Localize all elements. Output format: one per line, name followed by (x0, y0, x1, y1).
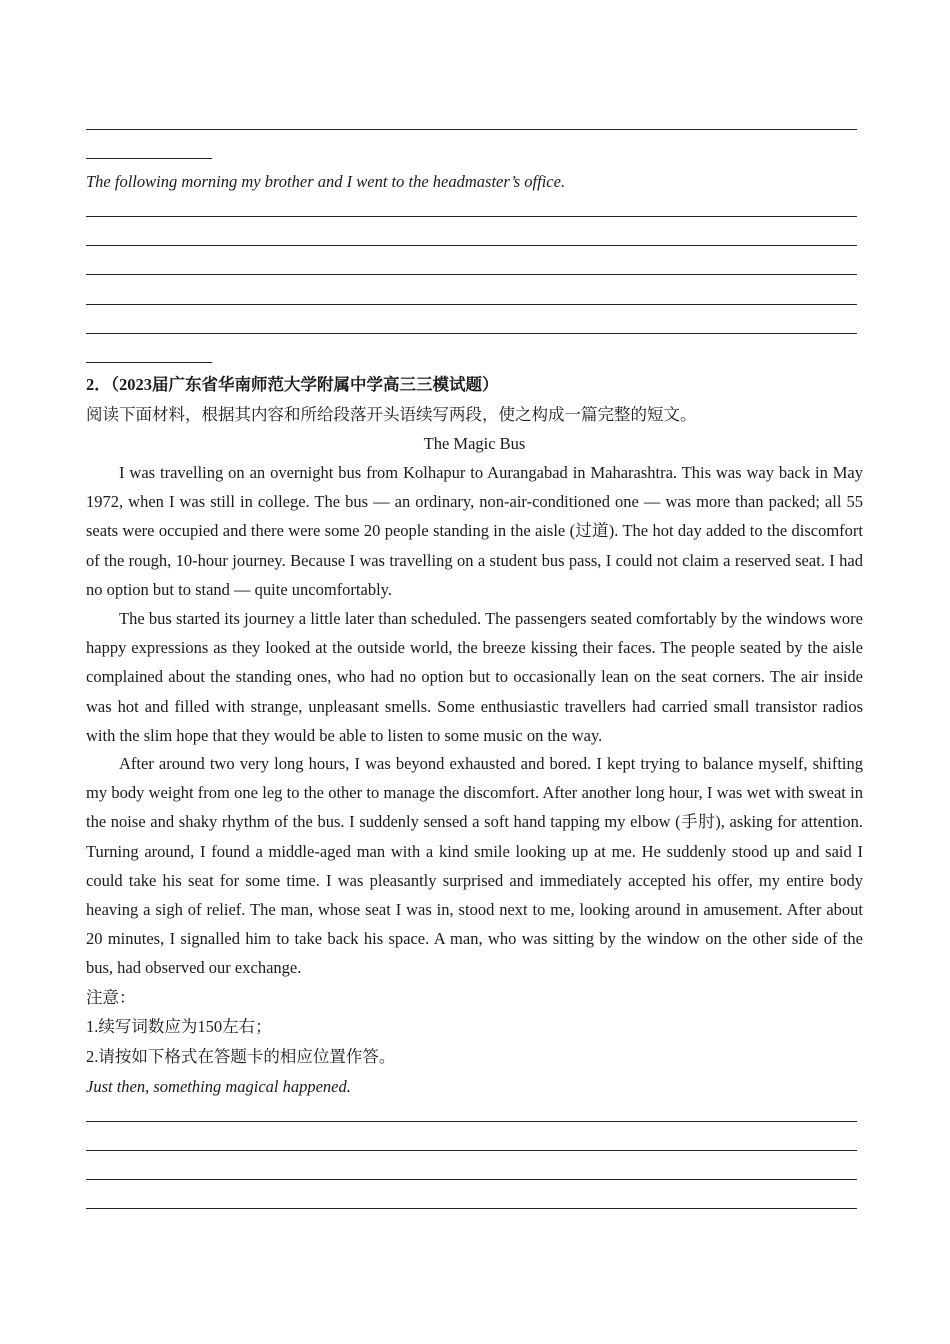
note-word-count: 1.续写词数应为150左右； (86, 1017, 272, 1036)
answer-line-short (86, 158, 212, 159)
question-number: 2． (86, 375, 111, 394)
passage-paragraph-3: After around two very long hours, I was beyond exhausted and bored. I kept trying to balance myself, shifting my body weight from one leg to the other to manage the discomfort. After another long hour, I was wet with sweat in the noise and shaky rhythm of the bus. I suddenly sensed a soft hand tapping my elbow (手肘), asking for attention. Turning around, I found a middle-aged man with a kind smile looking up at me. He suddenly stood up and said I could take his seat for some time. I was pleasantly surprised and immediately accepted his offer, my entire body heaving a sigh of relief. The man, whose seat I was in, stood next to me, looking around in amusement. After about 20 minutes, I signalled him to take back his space. A man, who was sitting by the window on the other side of the bus, had observed our exchange. (86, 754, 863, 978)
answer-line (86, 129, 857, 130)
answer-line (86, 1150, 857, 1151)
answer-line (86, 216, 857, 217)
question-instruction: 阅读下面材料，根据其内容和所给段落开头语续写两段，使之构成一篇完整的短文。 (86, 405, 697, 424)
passage-paragraph-1: I was travelling on an overnight bus from Kolhapur to Aurangabad in Maharashtra. This was way back in May 1972, when I was still in college. The bus — an ordinary, non-air-conditioned one — was more than packed; all 55 seats were occupied and there were some 20 people standing in the aisle (过道). The hot day added to the discomfort of the rough, 10-hour journey. Because I was travelling on a student bus pass, I could not claim a reserved seat. I had no option but to stand — quite uncomfortably. (86, 463, 863, 599)
answer-line (86, 1121, 857, 1122)
section1-prompt: The following morning my brother and I went to the headmaster’s office. (86, 172, 566, 191)
question-source: （2023届广东省华南师范大学附属中学高三三模试题） (110, 375, 499, 394)
notes-heading: 注意： (86, 988, 136, 1007)
answer-line (86, 245, 857, 246)
answer-line (86, 1179, 857, 1180)
continuation-prompt: Just then, something magical happened. (86, 1077, 351, 1096)
passage-paragraph-2: The bus started its journey a little later than scheduled. The passengers seated comfortably by the windows wore happy expressions as they looked at the outside world, the breeze kissing their faces. The people seated by the aisle complained about the standing ones, who had no option but to occasionally lean on the seat corners. The air inside was hot and filled with strange, unpleasant smells. Some enthusiastic travellers had carried small transistor radios with the slim hope that they would be able to listen to some music on the way. (86, 609, 863, 745)
answer-line (86, 274, 857, 275)
answer-line (86, 1208, 857, 1209)
answer-line (86, 304, 857, 305)
answer-line-short (86, 362, 212, 363)
note-answer-format: 2.请按如下格式在答题卡的相应位置作答。 (86, 1047, 396, 1066)
passage-title: The Magic Bus (423, 434, 526, 453)
answer-line (86, 333, 857, 334)
question-header (86, 370, 863, 399)
